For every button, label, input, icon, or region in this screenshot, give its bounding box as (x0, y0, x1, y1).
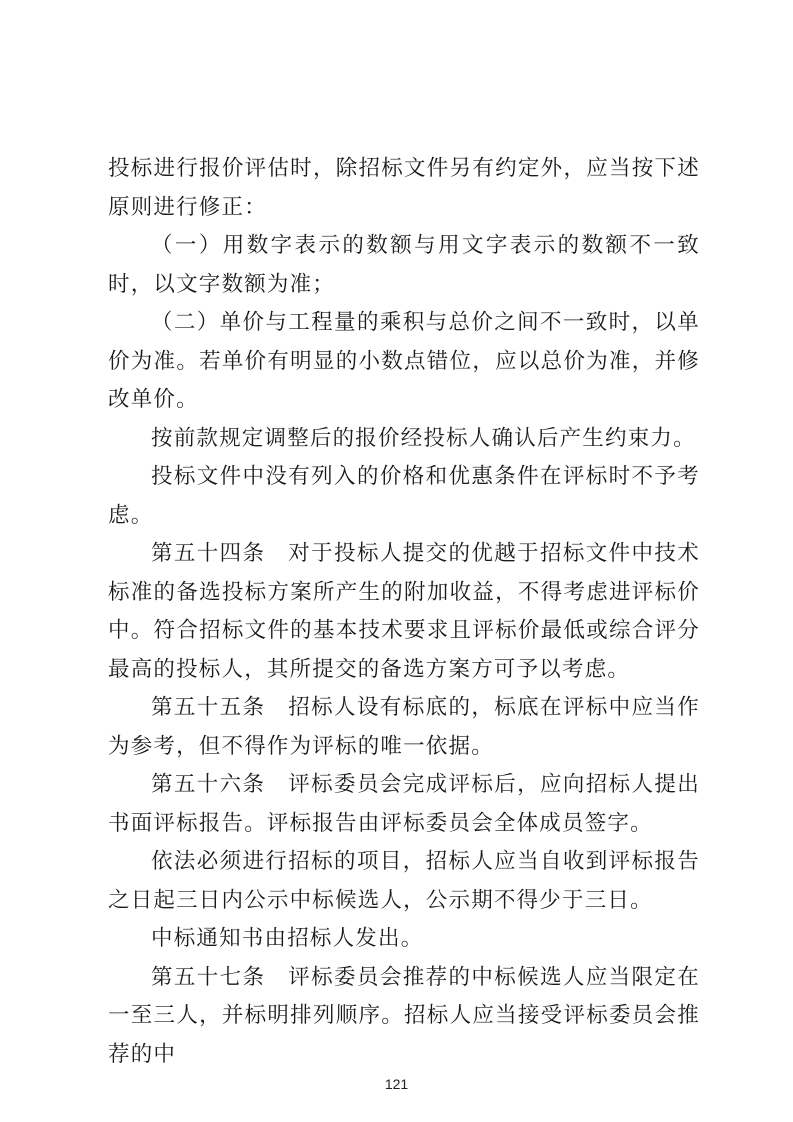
paragraph-publicity: 依法必须进行招标的项目，招标人应当自收到评标报告之日起三日内公示中标候选人，公示期不得少于三日。 (108, 849, 700, 913)
page-number: 121 (384, 1076, 409, 1092)
paragraph-article-54: 第五十四条 对于投标人提交的优越于招标文件中技术标准的备选投标方案所产生的附加收益，不得考虑进评标价中。符合招标文件的基本技术要求且评标价最低或综合评分最高的投标人，其所提交的备选方案方可予以考虑。 (108, 541, 700, 682)
paragraph-article-55: 第五十五条 招标人设有标底的，标底在评标中应当作为参考，但不得作为评标的唯一依据。 (108, 695, 700, 759)
paragraph-article-56: 第五十六条 评标委员会完成评标后，应向招标人提出书面评标报告。评标报告由评标委员会全体成员签字。 (108, 772, 700, 836)
paragraph-clause-2: （二）单价与工程量的乘积与总价之间不一致时，以单价为准。若单价有明显的小数点错位，应以总价为准，并修改单价。 (108, 310, 700, 412)
paragraph-award-notice: 中标通知书由招标人发出。 (151, 926, 424, 951)
paragraph-unlisted-prices: 投标文件中没有列入的价格和优惠条件在评标时不予考虑。 (108, 464, 700, 528)
paragraph-clause-1: （一）用数字表示的数额与用文字表示的数额不一致时，以文字数额为准； (108, 233, 700, 297)
page-body (108, 150, 700, 1074)
paragraph-continuation: 投标进行报价评估时，除招标文件另有约定外，应当按下述原则进行修正： (108, 156, 700, 220)
paragraph-article-57: 第五十七条 评标委员会推荐的中标候选人应当限定在一至三人，并标明排列顺序。招标人应当接受评标委员会推荐的中 (108, 964, 700, 1067)
paragraph-binding-force: 按前款规定调整后的报价经投标人确认后产生约束力。 (151, 425, 696, 451)
